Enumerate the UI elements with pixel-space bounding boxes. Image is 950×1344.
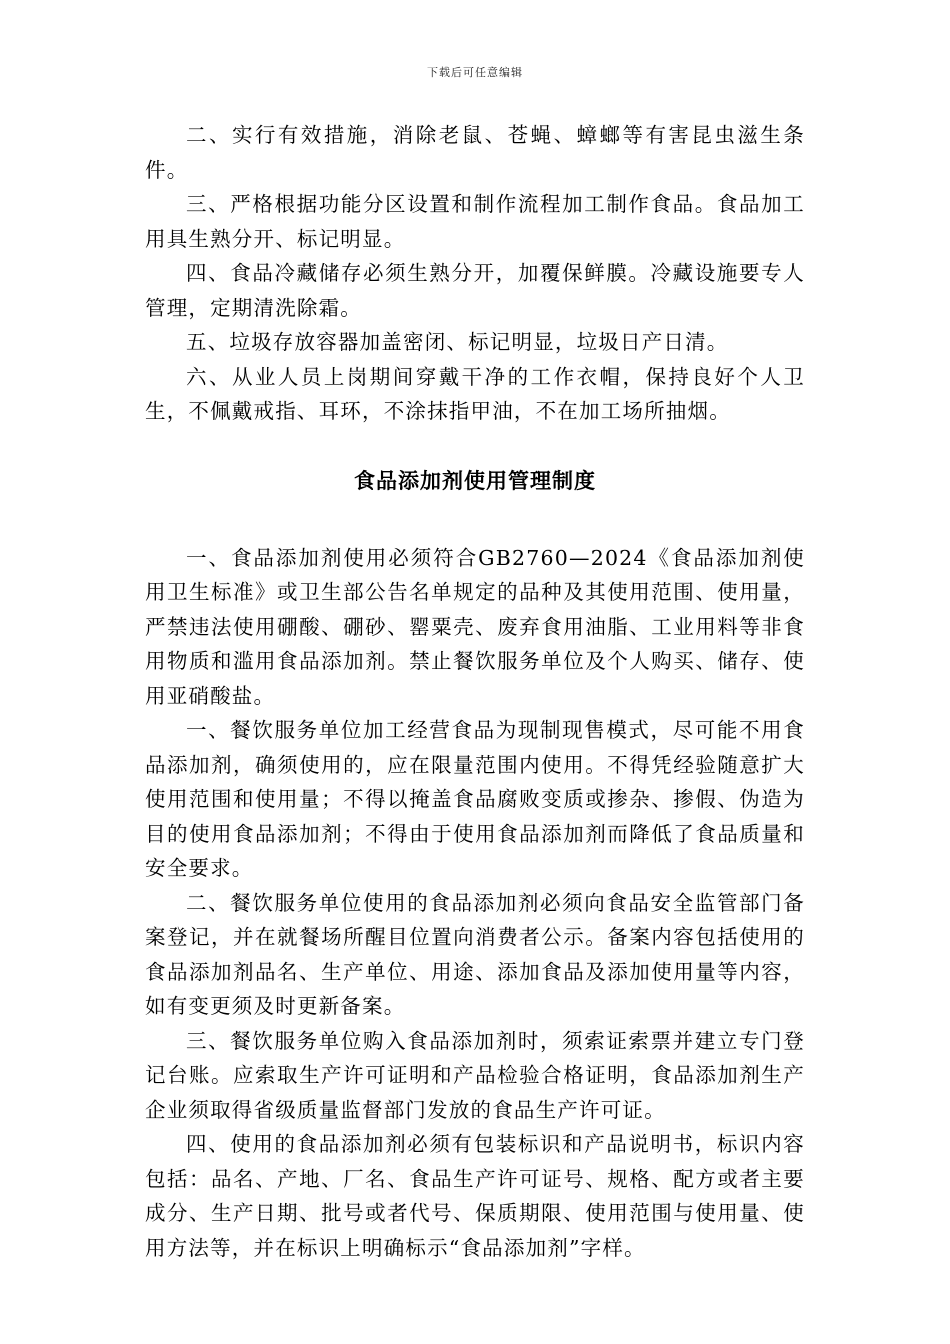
section-title: 食品添加剂使用管理制度 [354,468,596,493]
intro-paragraph: 五、垃圾存放容器加盖密闭、标记明显，垃圾日产日清。 [186,330,729,354]
section-paragraph: 二、餐饮服务单位使用的食品添加剂必须向食品安全监管部门备案登记，并在就餐场所醒目位置向消费者公示。备案内容包括使用的食品添加剂品名、生产单位、用途、添加食品及添加使用量等内容，如有变更须及时更新备案。 [145,890,805,1018]
intro-paragraph: 三、严格根据功能分区设置和制作流程加工制作食品。食品加工用具生熟分开、标记明显。 [145,192,805,251]
section-paragraph: 一、食品添加剂使用必须符合GB2760—2024《食品添加剂使用卫生标准》或卫生部公告名单规定的品种及其使用范围、使用量，严禁违法使用硼酸、硼砂、罂粟壳、废弃食用油脂、工业用料等非食用物质和滥用食品添加剂。禁止餐饮服务单位及个人购买、储存、使用亚硝酸盐。 [145,545,805,708]
intro-paragraph: 二、实行有效措施，消除老鼠、苍蝇、蟑螂等有害昆虫滋生条件。 [145,123,805,182]
intro-paragraph: 四、食品冷藏储存必须生熟分开，加覆保鲜膜。冷藏设施要专人管理，定期清洗除霜。 [145,261,805,320]
header-note: 下载后可任意编辑 [427,66,523,79]
intro-paragraph: 六、从业人员上岗期间穿戴干净的工作衣帽，保持良好个人卫生，不佩戴戒指、耳环，不涂抹指甲油，不在加工场所抽烟。 [145,364,805,423]
section-paragraph: 一、餐饮服务单位加工经营食品为现制现售模式，尽可能不用食品添加剂，确须使用的，应在限量范围内使用。不得凭经验随意扩大使用范围和使用量；不得以掩盖食品腐败变质或掺杂、掺假、伪造为目的使用食品添加剂；不得由于使用食品添加剂而降低了食品质量和安全要求。 [145,718,805,880]
document-body [145,118,805,1265]
section-paragraph: 三、餐饮服务单位购入食品添加剂时，须索证索票并建立专门登记台账。应索取生产许可证明和产品检验合格证明，食品添加剂生产企业须取得省级质量监督部门发放的食品生产许可证。 [145,1028,805,1122]
section-paragraph: 四、使用的食品添加剂必须有包装标识和产品说明书，标识内容包括：品名、产地、厂名、食品生产许可证号、规格、配方或者主要成分、生产日期、批号或者代号、保质期限、使用范围与使用量、使用方法等，并在标识上明确标示“食品添加剂”字样。 [145,1132,805,1260]
